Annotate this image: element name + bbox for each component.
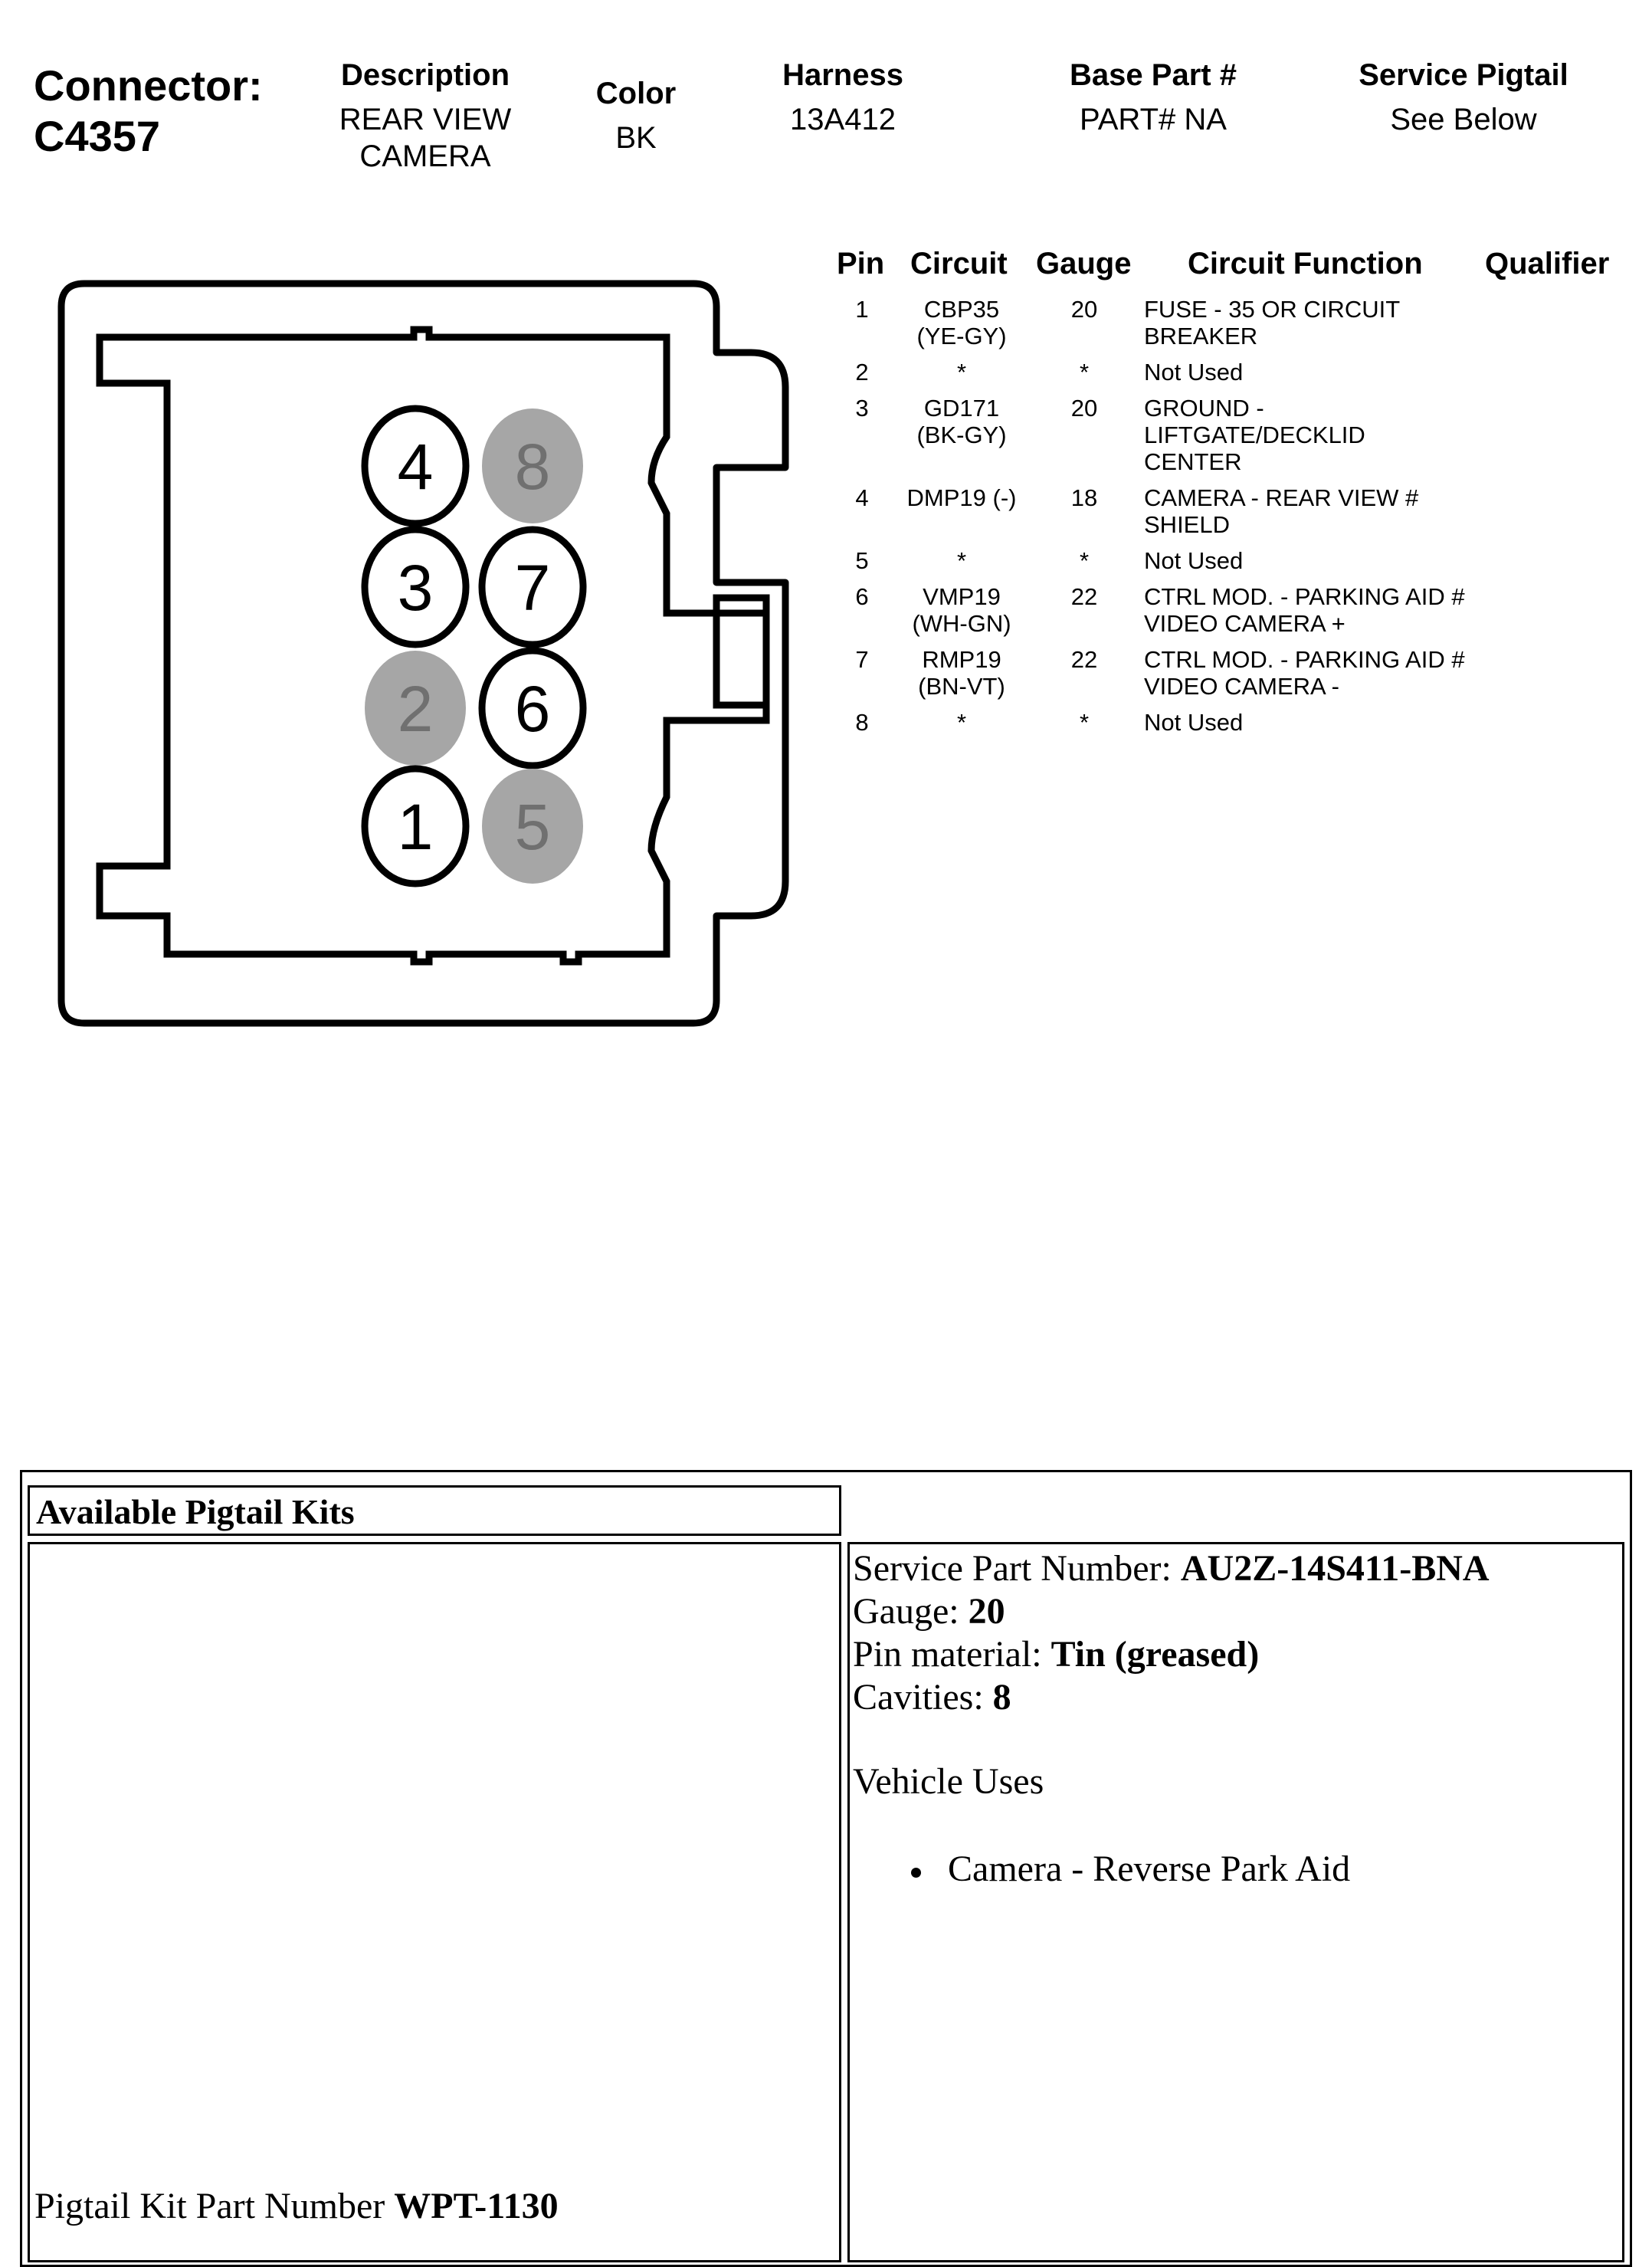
cavity-number: 2 (397, 673, 434, 745)
cavity-number: 4 (397, 431, 434, 503)
pin-circuit-function: GROUND - LIFTGATE/DECKLID CENTER (1144, 395, 1365, 475)
pigtail-gauge-label: Gauge: (853, 1591, 969, 1632)
cavity-number: 8 (514, 431, 551, 503)
pin-circuit: * (956, 359, 967, 385)
cavity-group (365, 408, 583, 884)
pin-circuit-function: FUSE - 35 OR CIRCUIT BREAKER (1144, 296, 1401, 349)
color-value: BK (615, 121, 657, 155)
description-label: Description (340, 58, 510, 92)
gauge-header: Gauge (1036, 247, 1132, 281)
description-line1: REAR VIEW (339, 103, 512, 136)
cavity-5 (482, 769, 583, 884)
pin-circuit: VMP19 (WH-GN) (912, 583, 1011, 637)
harness-column (751, 57, 935, 138)
base-part-label: Base Part # (1070, 58, 1237, 92)
cavity-number: 3 (397, 552, 434, 624)
service-pigtail-column (1333, 57, 1594, 138)
pin-header: Pin (837, 247, 885, 281)
connector-id: C4357 (34, 112, 161, 160)
connector-diagram (0, 261, 812, 1027)
pigtail-title-cell (28, 1485, 841, 1536)
color-label: Color (595, 77, 677, 110)
description-column (306, 57, 544, 175)
bullet-icon (911, 1868, 921, 1878)
pigtail-kits-title: Available Pigtail Kits (36, 1492, 355, 1531)
pin-number: 8 (855, 709, 869, 736)
pin-number: 7 (855, 646, 869, 673)
harness-label: Harness (782, 58, 903, 92)
pin-circuit-function: Not Used (1144, 359, 1244, 385)
harness-value: 13A412 (790, 103, 896, 136)
pin-gauge: 22 (1070, 646, 1098, 673)
pigtail-gauge-value: 20 (968, 1591, 1005, 1632)
kit-part-value: WPT-1130 (394, 2186, 559, 2226)
pin-circuit: DMP19 (-) (906, 484, 1017, 511)
pin-circuit: GD171 (BK-GY) (916, 395, 1007, 448)
vehicle-uses-label: Vehicle Uses (853, 1761, 1044, 1802)
cavity-4 (365, 408, 466, 523)
pin-number: 6 (855, 583, 869, 610)
cavities-count (853, 1676, 1011, 1719)
vehicle-use-item: Camera - Reverse Park Aid (948, 1849, 1351, 1889)
pin-circuit-function: CTRL MOD. - PARKING AID # VIDEO CAMERA + (1144, 583, 1465, 637)
pin-number: 1 (855, 296, 869, 323)
pin-gauge: * (1079, 359, 1090, 385)
circuit-function-header: Circuit Function (1188, 247, 1423, 281)
cavity-number: 6 (514, 673, 551, 745)
pin-circuit-function: Not Used (1144, 709, 1244, 736)
pin-circuit-function: CTRL MOD. - PARKING AID # VIDEO CAMERA - (1144, 646, 1465, 700)
pigtail-kit-part-number (34, 2185, 559, 2228)
pin-gauge: 20 (1070, 395, 1098, 422)
pin-number: 4 (855, 484, 869, 511)
pin-gauge: 22 (1070, 583, 1098, 610)
cavity-6 (482, 651, 583, 766)
pin-number: 2 (855, 359, 869, 385)
pin-circuit-function: Not Used (1144, 547, 1244, 574)
pin-circuit-function: CAMERA - REAR VIEW # SHIELD (1144, 484, 1419, 538)
service-part-number (853, 1547, 1490, 1590)
pigtail-info-cell (847, 1542, 1624, 2262)
color-column (567, 75, 705, 156)
pigtail-image-cell (28, 1542, 841, 2262)
service-part-label: Service Part Number: (853, 1548, 1181, 1589)
cavity-2 (365, 651, 466, 766)
pin-gauge: 20 (1070, 296, 1098, 323)
base-part-column (1027, 57, 1280, 138)
cavity-number: 1 (397, 791, 434, 863)
kit-part-label: Pigtail Kit Part Number (34, 2186, 395, 2226)
pin-material-value: Tin (greased) (1051, 1634, 1260, 1675)
pin-number: 5 (855, 547, 869, 574)
service-part-value: AU2Z-14S411-BNA (1180, 1548, 1490, 1589)
service-pigtail-value: See Below (1390, 103, 1537, 136)
cavities-value: 8 (992, 1677, 1011, 1717)
pin-circuit: * (956, 547, 967, 574)
pin-circuit: CBP35 (YE-GY) (916, 296, 1007, 349)
pin-circuit: * (956, 709, 967, 736)
base-part-value: PART# NA (1080, 103, 1227, 136)
service-pigtail-label: Service Pigtail (1359, 58, 1568, 92)
pin-material (853, 1633, 1259, 1676)
circuit-header: Circuit (910, 247, 1008, 281)
qualifier-header: Qualifier (1485, 247, 1610, 281)
cavity-8 (482, 408, 583, 523)
cavity-3 (365, 530, 466, 645)
cavity-number: 5 (514, 791, 551, 863)
description-line2: CAMERA (359, 139, 491, 173)
cavity-number: 7 (514, 552, 551, 624)
connector-label: Connector: (34, 61, 263, 110)
cavity-1 (365, 769, 466, 884)
pin-gauge: * (1079, 709, 1090, 736)
pigtail-gauge (853, 1590, 1005, 1633)
pin-gauge: * (1079, 547, 1090, 574)
pin-number: 3 (855, 395, 869, 422)
pin-gauge: 18 (1070, 484, 1098, 511)
pin-circuit: RMP19 (BN-VT) (918, 646, 1005, 700)
cavities-label: Cavities: (853, 1677, 993, 1717)
cavity-7 (482, 530, 583, 645)
pin-material-label: Pin material: (853, 1634, 1051, 1675)
